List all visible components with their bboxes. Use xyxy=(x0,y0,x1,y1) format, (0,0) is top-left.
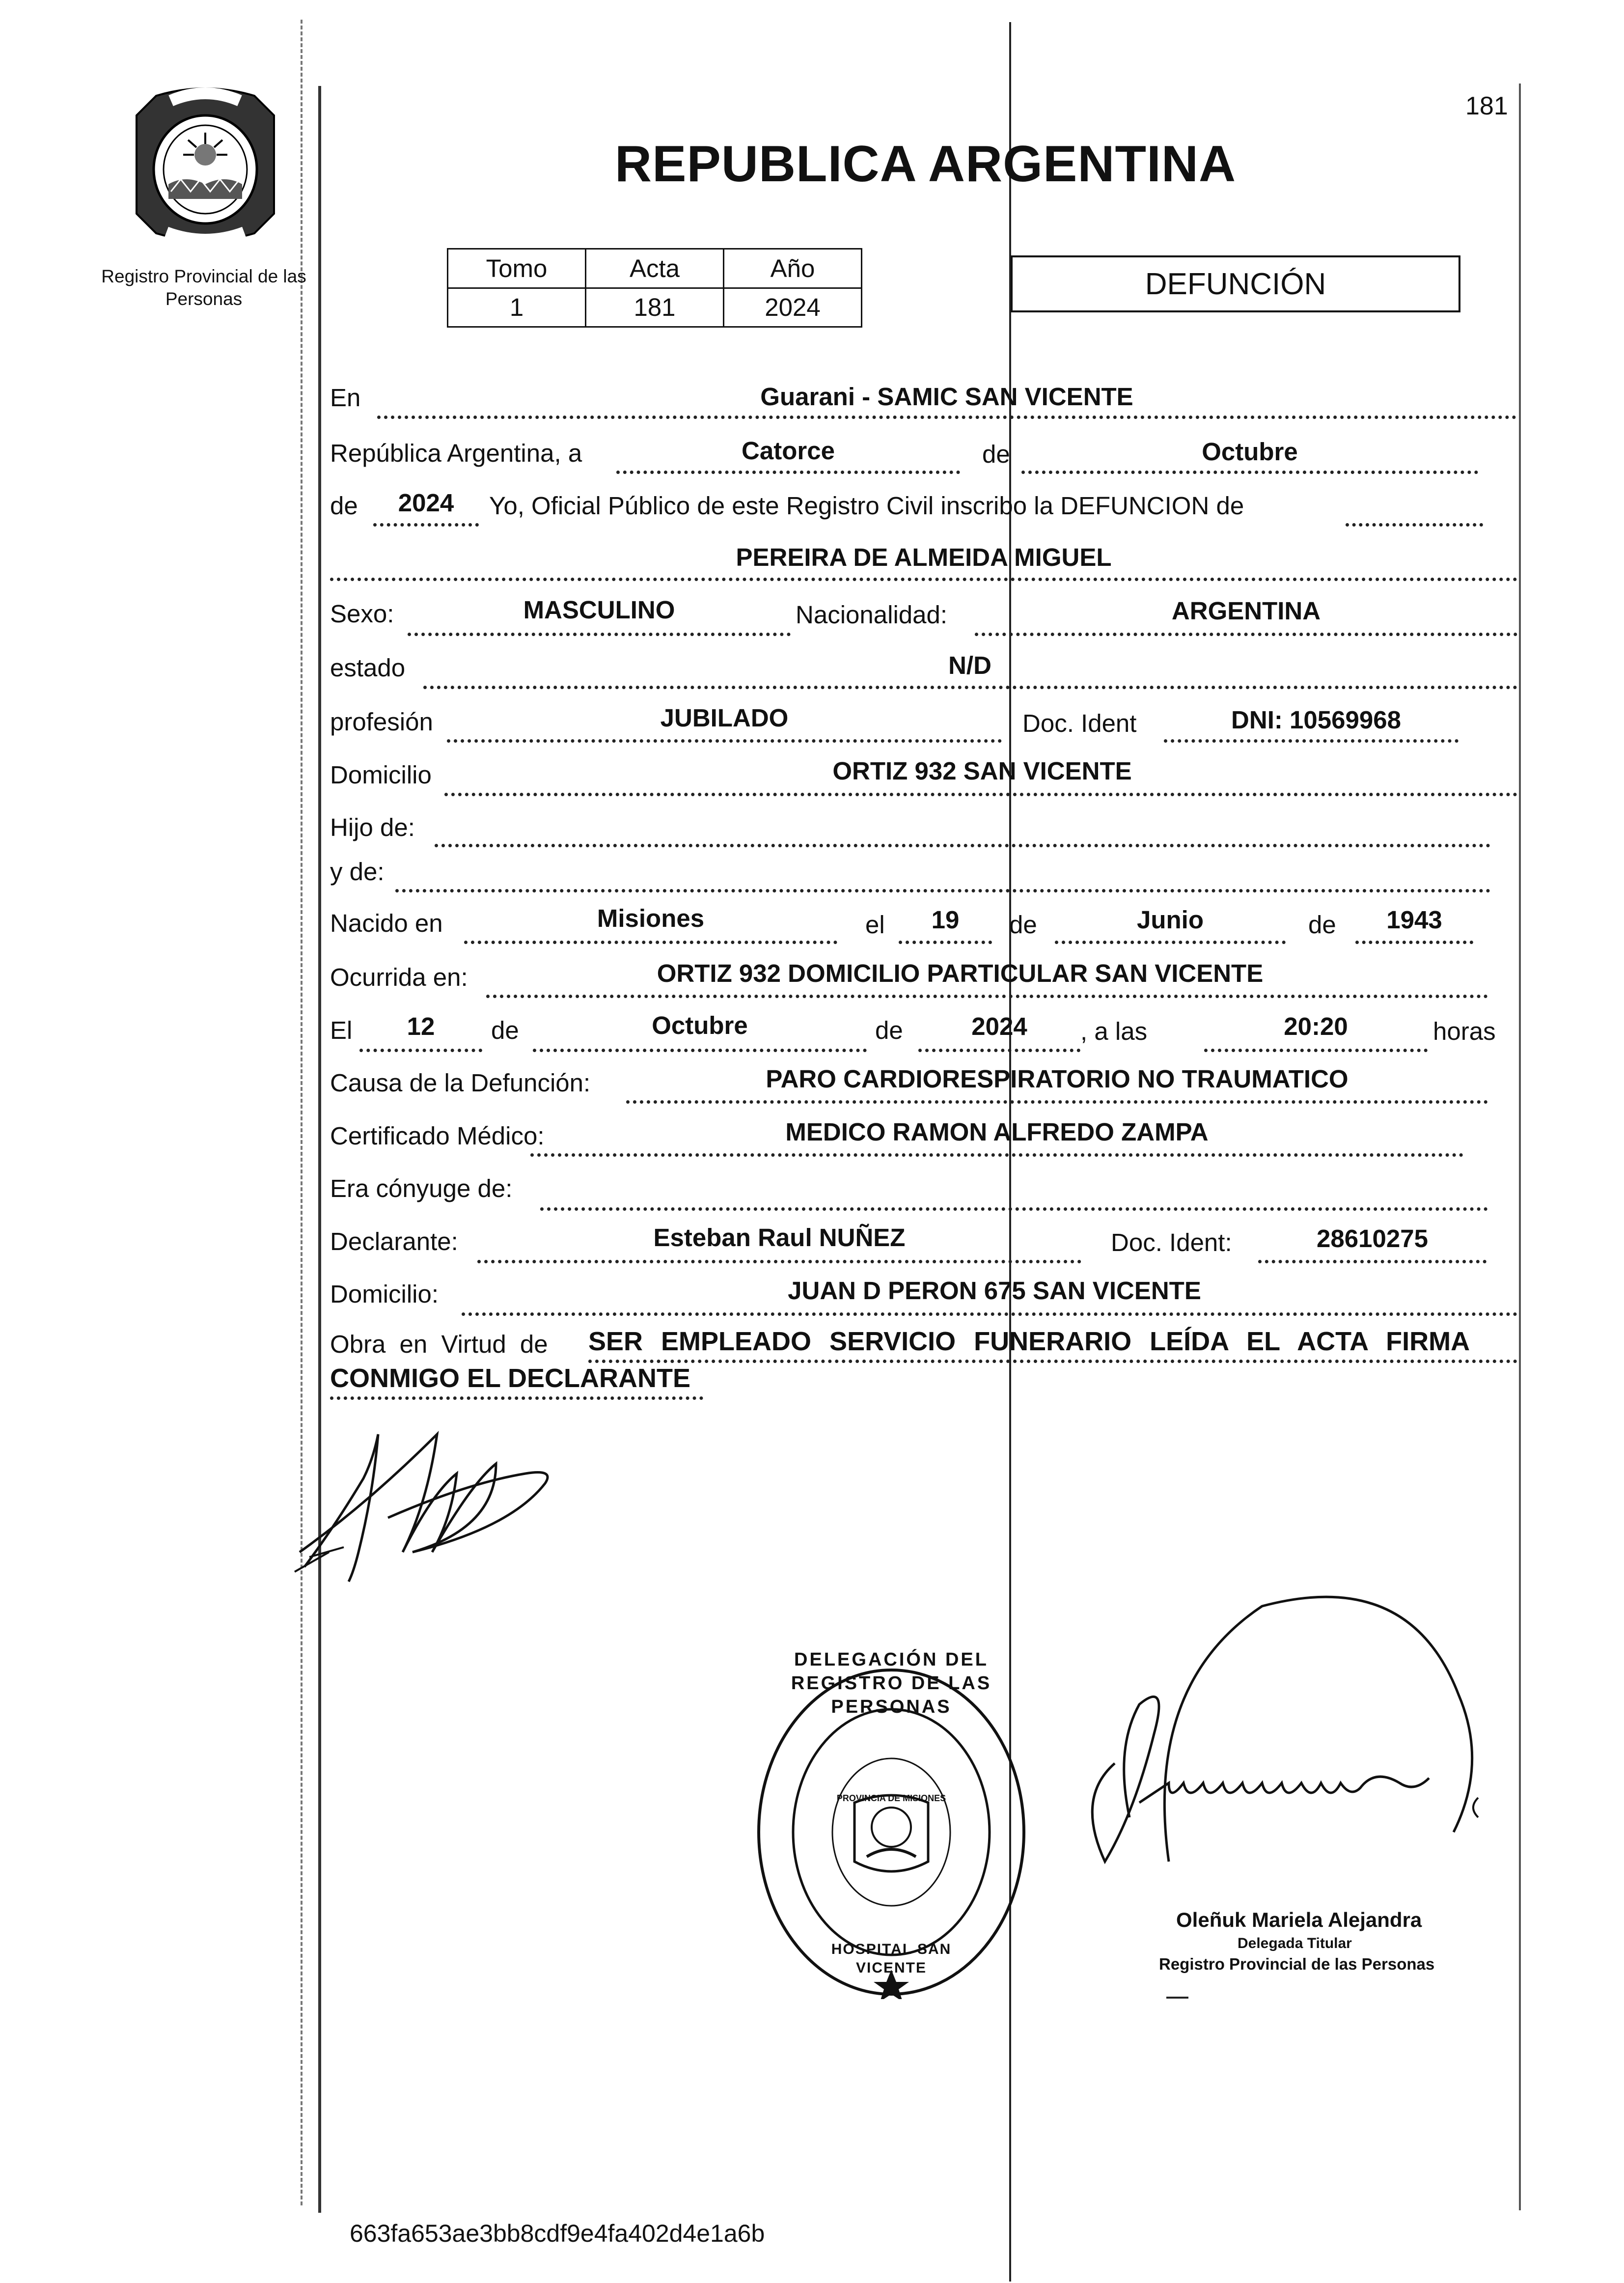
left-dashed-margin xyxy=(301,20,303,2205)
nombre-line xyxy=(330,578,1517,581)
fallec-anio-value: 2024 xyxy=(971,1012,1027,1040)
doc-ident2-value: 28610275 xyxy=(1317,1225,1428,1253)
nombre-value: PEREIRA DE ALMEIDA MIGUEL xyxy=(736,543,1112,571)
document-type-box: DEFUNCIÓN xyxy=(1011,255,1460,312)
nacido-dia-value: 19 xyxy=(931,906,960,934)
fallec-dia-line xyxy=(359,1049,482,1052)
footer-hash: 663fa653ae3bb8cdf9e4fa402d4e1a6b xyxy=(350,2220,765,2247)
doc-ident2-line xyxy=(1258,1260,1486,1263)
fallec-anio-line xyxy=(918,1049,1080,1052)
el-label: el xyxy=(865,911,885,939)
en-value: Guarani - SAMIC SAN VICENTE xyxy=(760,383,1133,411)
official-name: Oleñuk Mariela Alejandra xyxy=(1176,1908,1422,1931)
sexo-value: MASCULINO xyxy=(523,596,675,624)
certificado-value: MEDICO RAMON ALFREDO ZAMPA xyxy=(785,1118,1209,1146)
domicilio2-line xyxy=(462,1312,1517,1316)
estado-value: N/D xyxy=(948,651,991,679)
nacido-mes-value: Junio xyxy=(1137,906,1204,934)
domicilio2-label: Domicilio: xyxy=(330,1280,439,1308)
nacido-lugar-value: Misiones xyxy=(597,904,705,932)
de6-label: de xyxy=(875,1016,903,1044)
obra-value-line2: CONMIGO EL DECLARANTE xyxy=(330,1364,691,1393)
anio-value: 2024 xyxy=(398,489,454,517)
signature-dash xyxy=(1166,1997,1188,1999)
seal-center-text: PROVINCIA DE MISIONES xyxy=(836,1793,946,1803)
yde-label: y de: xyxy=(330,858,385,886)
value-tomo: 1 xyxy=(448,288,586,327)
doc-ident-line xyxy=(1164,739,1459,743)
horas-label: horas xyxy=(1433,1017,1496,1045)
hijo-line xyxy=(435,844,1490,847)
page-title: REPUBLICA ARGENTINA xyxy=(615,136,1237,193)
el2-label: El xyxy=(330,1016,353,1044)
nacionalidad-line xyxy=(975,633,1517,636)
certificado-line xyxy=(530,1153,1463,1157)
doc-ident-value: DNI: 10569968 xyxy=(1231,706,1401,734)
causa-line xyxy=(626,1100,1488,1104)
nacionalidad-value: ARGENTINA xyxy=(1171,597,1321,625)
official-org: Registro Provincial de las Personas xyxy=(1159,1955,1435,1973)
header-acta: Acta xyxy=(586,249,724,288)
record-table xyxy=(447,248,862,328)
fallec-mes-value: Octubre xyxy=(652,1011,748,1039)
province-emblem xyxy=(127,86,284,253)
seal-inner-text: HOSPITAL SAN VICENTE xyxy=(831,1941,952,1976)
yo-line xyxy=(1346,523,1483,527)
registry-name: Registro Provincial de las Personas xyxy=(101,266,306,309)
seal-outer-text: DELEGACIÓN DEL REGISTRO DE LAS PERSONAS xyxy=(791,1649,992,1717)
header-anio: Año xyxy=(724,249,862,288)
obra-value-line1: SER EMPLEADO SERVICIO FUNERARIO LEÍDA EL ACTA FIRMA xyxy=(588,1327,1470,1356)
declarante-value: Esteban Raul NUÑEZ xyxy=(653,1224,906,1252)
mes-line xyxy=(1021,471,1478,474)
header-tomo: Tomo xyxy=(448,249,586,288)
nacido-anio-value: 1943 xyxy=(1386,906,1442,934)
domicilio-value: ORTIZ 932 SAN VICENTE xyxy=(832,757,1132,785)
estado-line xyxy=(423,686,1517,689)
right-margin-line xyxy=(1519,84,1521,2210)
ocurrida-label: Ocurrida en: xyxy=(330,963,468,991)
causa-label: Causa de la Defunción: xyxy=(330,1069,591,1097)
declarant-signature xyxy=(290,1405,584,1611)
hijo-label: Hijo de: xyxy=(330,813,415,841)
anio-line xyxy=(373,523,479,527)
official-title: Delegada Titular xyxy=(1238,1935,1352,1951)
domicilio-line xyxy=(444,793,1517,796)
obra-line2 xyxy=(330,1396,703,1400)
domicilio2-value: JUAN D PERON 675 SAN VICENTE xyxy=(788,1277,1201,1305)
nacido-lugar-line xyxy=(464,941,837,944)
de-label: de xyxy=(982,440,1010,468)
sexo-label: Sexo: xyxy=(330,600,394,628)
yde-line xyxy=(395,889,1490,892)
certificado-label: Certificado Médico: xyxy=(330,1122,545,1150)
declarante-label: Declarante: xyxy=(330,1227,458,1255)
de3-label: de xyxy=(1009,911,1037,939)
profesion-label: profesión xyxy=(330,708,433,736)
value-acta: 181 xyxy=(586,288,724,327)
estado-label: estado xyxy=(330,654,406,682)
de4-label: de xyxy=(1308,911,1336,939)
conyuge-label: Era cónyuge de: xyxy=(330,1174,513,1202)
dia-value: Catorce xyxy=(742,437,835,465)
nacionalidad-label: Nacionalidad: xyxy=(796,601,948,629)
hora-value: 20:20 xyxy=(1284,1012,1348,1040)
left-margin-line xyxy=(318,86,321,2213)
alas-label: , a las xyxy=(1080,1017,1148,1045)
yo-text: Yo, Oficial Público de este Registro Civil inscribo la DEFUNCION de xyxy=(489,492,1244,520)
declarante-line xyxy=(477,1260,1081,1263)
republica-label: República Argentina, a xyxy=(330,439,582,467)
dia-line xyxy=(616,471,960,474)
nacido-label: Nacido en xyxy=(330,909,443,937)
profesion-line xyxy=(447,739,1002,743)
nacido-anio-line xyxy=(1355,941,1473,944)
domicilio-label: Domicilio xyxy=(330,761,432,789)
obra-line1 xyxy=(588,1360,1517,1363)
de2-label: de xyxy=(330,492,358,520)
fallec-mes-line xyxy=(533,1049,867,1052)
ocurrida-line xyxy=(486,995,1488,998)
sexo-line xyxy=(408,633,791,636)
page-number: 181 xyxy=(1465,92,1508,120)
mes-value: Octubre xyxy=(1202,438,1298,466)
nacido-mes-line xyxy=(1055,941,1286,944)
official-signature xyxy=(1056,1587,1522,1891)
value-anio: 2024 xyxy=(724,288,862,327)
hora-line xyxy=(1204,1049,1428,1052)
conyuge-line xyxy=(540,1207,1488,1211)
en-label: En xyxy=(330,384,361,412)
doc-ident2-label: Doc. Ident: xyxy=(1111,1228,1232,1256)
de5-label: de xyxy=(491,1016,519,1044)
doc-ident-label: Doc. Ident xyxy=(1022,709,1137,737)
nacido-dia-line xyxy=(899,941,992,944)
en-line xyxy=(377,416,1516,419)
profesion-value: JUBILADO xyxy=(660,704,789,732)
ocurrida-value: ORTIZ 932 DOMICILIO PARTICULAR SAN VICENTE xyxy=(657,959,1264,987)
causa-value: PARO CARDIORESPIRATORIO NO TRAUMATICO xyxy=(766,1065,1349,1093)
obra-label: Obra en Virtud de xyxy=(330,1330,548,1358)
fallec-dia-value: 12 xyxy=(407,1012,435,1040)
